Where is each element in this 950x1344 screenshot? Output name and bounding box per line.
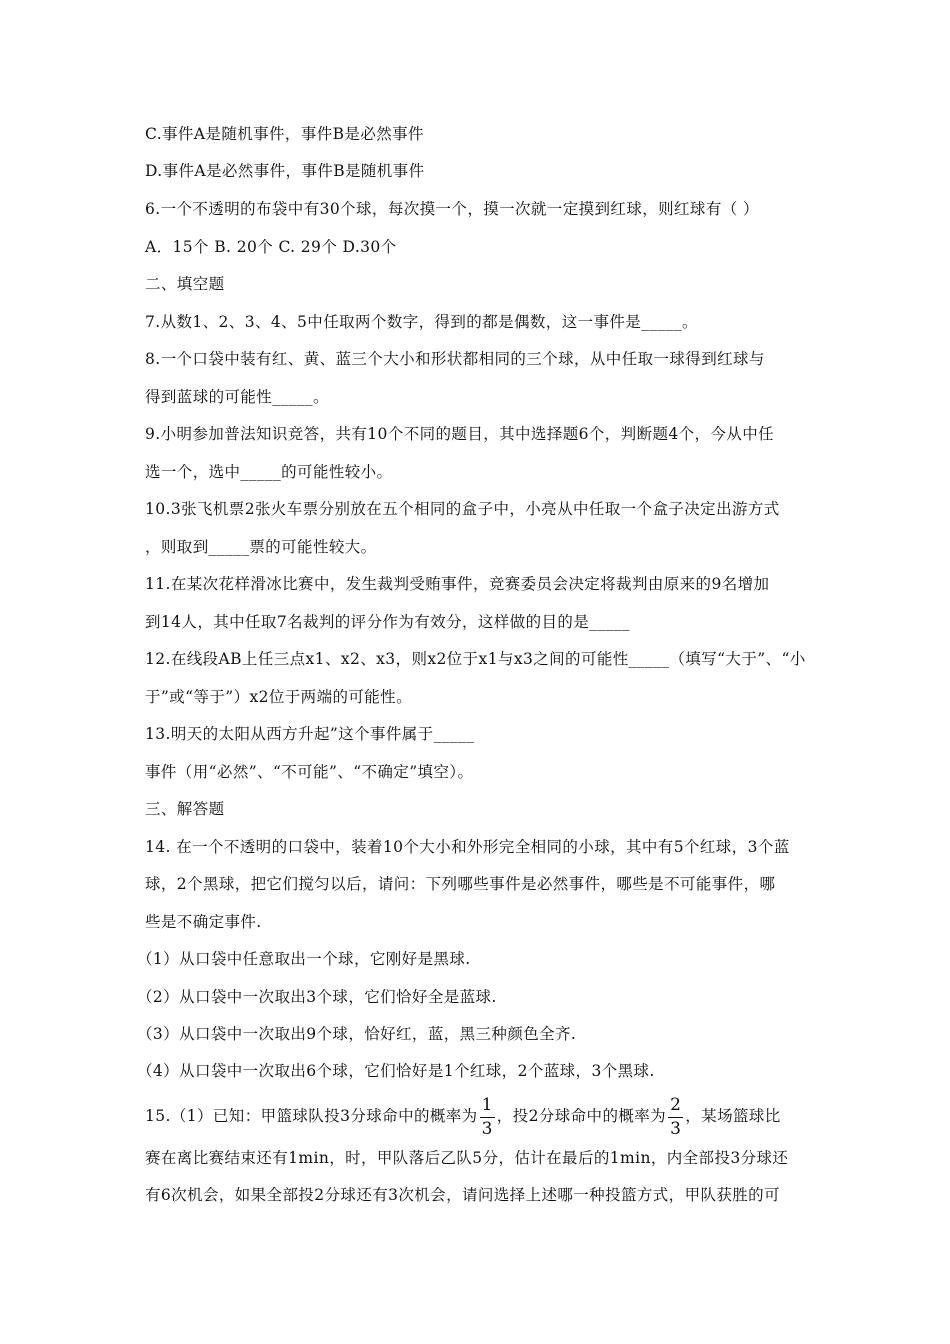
- fraction-two-thirds: [668, 1094, 683, 1139]
- question-15-line1: [145, 1094, 781, 1138]
- question-6: 6.一个不透明的布袋中有30个球，每次摸一个，摸一次就一定摸到红球，则红球有（ ）: [145, 200, 759, 218]
- question-8-line2: 得到蓝球的可能性_____。: [145, 388, 329, 406]
- question-13-line1: 13.明天的太阳从西方升起”这个事件属于_____: [145, 725, 475, 743]
- fraction-denominator: 3: [481, 1118, 493, 1139]
- fraction-bar: [480, 1117, 495, 1118]
- question-14-line1: 14. 在一个不透明的口袋中，装着10个大小和外形完全相同的小球，其中有5个红球，3个蓝: [145, 838, 790, 856]
- question-14-line2: 球，2个黑球，把它们搅匀以后，请问：下列哪些事件是必然事件，哪些是不可能事件，哪: [145, 875, 776, 893]
- fraction-bar: [668, 1117, 683, 1118]
- question-9-line2: 选一个，选中_____的可能性较小。: [145, 463, 393, 481]
- section-heading-fill-blank: 二、填空题: [145, 275, 225, 293]
- question-12-line1: 12.在线段AB上任三点x1、x2、x3，则x2位于x1与x3之间的可能性_____（填写“大于”、“小: [145, 650, 806, 668]
- question-7: 7.从数1、2、3、4、5中任取两个数字，得到的都是偶数，这一事件是_____。: [145, 313, 698, 331]
- question-14-item-4: （4）从口袋中一次取出6个球，它们恰好是1个红球，2个蓝球，3个黑球.: [137, 1062, 655, 1080]
- question-15-line2: 赛在离比赛结束还有1min，时，甲队落后乙队5分，估计在最后的1min，内全部投3分球还: [145, 1149, 789, 1167]
- question-15-text-c: ，某场篮球比: [685, 1107, 781, 1125]
- fraction-one-third: [480, 1094, 495, 1139]
- question-15-text-b: ，投2分球命中的概率为: [496, 1107, 667, 1125]
- question-9-line1: 9.小明参加普法知识竞答，共有10个不同的题目，其中选择题6个，判断题4个，今从中任: [145, 425, 775, 443]
- question-11-line2: 到14人，其中任取7名裁判的评分作为有效分，这样做的目的是_____: [145, 613, 630, 631]
- fraction-numerator: 2: [670, 1094, 682, 1115]
- question-14-item-3: （3）从口袋中一次取出9个球，恰好红，蓝，黑三种颜色全齐.: [137, 1025, 577, 1043]
- option-c-line: C.事件A是随机事件，事件B是必然事件: [145, 125, 424, 143]
- question-14-item-1: （1）从口袋中任意取出一个球，它刚好是黑球.: [137, 950, 471, 968]
- question-15-text-a: 15.（1）已知：甲篮球队投3分球命中的概率为: [145, 1107, 478, 1125]
- question-10-line2: ，则取到_____票的可能性较大。: [145, 538, 377, 556]
- question-6-options: A．15个 B. 20个 C. 29个 D.30个: [145, 238, 397, 256]
- question-14-item-2: （2）从口袋中一次取出3个球，它们恰好全是蓝球.: [137, 988, 497, 1006]
- question-8-line1: 8.一个口袋中装有红、黄、蓝三个大小和形状都相同的三个球，从中任取一球得到红球与: [145, 350, 765, 368]
- question-11-line1: 11.在某次花样滑冰比赛中，发生裁判受贿事件，竞赛委员会决定将裁判由原来的9名增加: [145, 575, 770, 593]
- fraction-numerator: 1: [481, 1094, 493, 1115]
- fraction-denominator: 3: [670, 1118, 682, 1139]
- section-heading-answer: 三、解答题: [145, 800, 225, 818]
- question-13-line2: 事件（用“必然”、“不可能”、“不确定”填空）。: [145, 763, 474, 781]
- question-10-line1: 10.3张飞机票2张火车票分别放在五个相同的盒子中，小亮从中任取一个盒子决定出游方式: [145, 500, 780, 518]
- question-12-line2: 于”或“等于”）x2位于两端的可能性。: [145, 688, 412, 706]
- option-d-line: D.事件A是必然事件，事件B是随机事件: [145, 162, 425, 180]
- question-15-line3: 有6次机会，如果全部投2分球还有3次机会，请问选择上述哪一种投篮方式，甲队获胜的可: [145, 1186, 780, 1204]
- question-14-line3: 些是不确定事件.: [145, 913, 262, 931]
